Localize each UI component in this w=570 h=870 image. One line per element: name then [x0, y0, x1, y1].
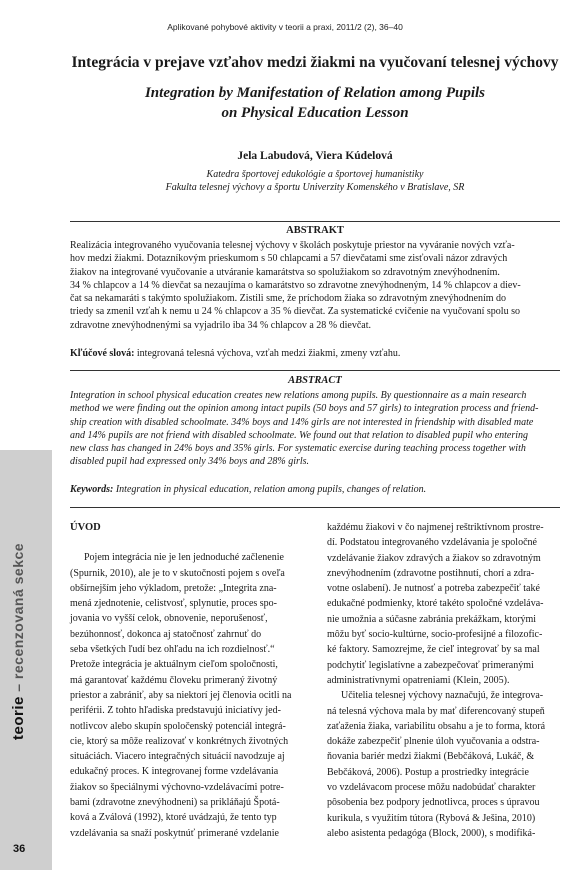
- body-line: notlivcov alebo skupín spoločenský potenciál integrá-: [70, 720, 286, 732]
- title-english-line: Integration by Manifestation of Relation among Pupils: [144, 85, 486, 101]
- abstrakt-line: žiakov na integrované vyučovanie a utváranie kamarátstva so spolužiakom so zdravotným znevýhodnením.: [70, 266, 500, 278]
- affiliation-line: Katedra športovej edukológie a športovej humanistiky: [206, 169, 424, 180]
- body-line: môžu byť socio-kultúrne, socio-profesijné a filozofic-: [327, 629, 543, 641]
- abstrakt-text: [70, 239, 560, 332]
- body-line: Bebčáková, 2006). Postup a prostriedky integrácie: [327, 766, 529, 778]
- body-line: seba všetkých ľudí bez ohľadu na ich rozdielnosť.“: [70, 644, 275, 656]
- title-slovak: Integrácia v prejave vzťahov medzi žiakmi na vyučovaní telesnej výchovy: [71, 54, 559, 71]
- body-line: vzdelávania sa snaží poskytnúť primerané vzdelanie: [70, 827, 279, 839]
- body-line: žiakov so špeciálnymi výchovno-vzdelávacími potre-: [70, 781, 284, 793]
- body-line: administratívnymi opatreniami (Klein, 2005).: [327, 674, 510, 686]
- authors: Jela Labudová, Viera Kúdelová: [237, 150, 393, 162]
- affiliation-line: Fakulta telesnej výchovy a športu Univerzity Komenského v Bratislave, SR: [165, 182, 465, 193]
- body-line: edukačné podmienky, ktoré takéto spoločné vzdeláva-: [327, 598, 544, 610]
- body-line: nie umožnia a súčasne zabránia prekážkam, ktorými: [327, 613, 537, 625]
- title-english: [70, 83, 560, 123]
- title-english-line: on Physical Education Lesson: [221, 105, 409, 121]
- body-line: periférii. Z tohto hľadiska predstavujú iniciatívy jed-: [70, 705, 281, 717]
- body-column-left: [70, 520, 306, 841]
- body-line: priestor a zabrániť, aby sa niektorí jej členovia ocitli na: [70, 689, 292, 701]
- abstrakt-line: triedy sa zmenil vzťah k nemu u 24 % chlapcov a 35 % dievčat. Za systematické cvičenie na vyučovaní spolu so: [70, 306, 520, 318]
- abstract-text: [70, 389, 560, 469]
- body-line: bami (zdravotne znevýhodneni) sa prikláňajú Špotá-: [70, 797, 280, 809]
- body-line: pôsobenia bez podpory jednotlivca, proces s úpravou: [327, 797, 540, 809]
- abstract-line: disabled pupil had expressed only 34% boys and 28% girls.: [70, 456, 310, 468]
- abstrakt-line: zdravotne znevýhodnenými sa vyjadrilo iba 34 % chlapcov a 28 % dievčat.: [70, 319, 372, 331]
- keywords-text: Integration in physical education, relation among pupils, changes of relation.: [115, 484, 427, 495]
- abstrakt-line: čat sa nekamaráti s takýmto spolužiakom. Zistili sme, že príchodom žiaka so zdravotným znevýhodnením do: [70, 293, 506, 305]
- abstrakt-line: Realizácia integrovaného vyučovania telesnej výchovy v školách poskytuje priestor na vyváranie nových vzťa-: [70, 240, 515, 251]
- body-line: mená zjednotenie, celistvosť, splynutie, proces spo-: [70, 598, 277, 610]
- body-line: znevýhodnením (zdravotne postihnutí, chorí a zdra-: [327, 567, 535, 579]
- abstract-line: and 14% pupils are not friend with disabled schoolmate. We found out that relation to disabled pupil who entering: [70, 429, 529, 441]
- keywords-label: Kľúčové slová:: [70, 348, 135, 359]
- body-line: jovania vo vyšší celok, obnovenie, neporušenosť,: [70, 613, 268, 625]
- body-line: dí. Podstatou integrovaného vzdelávania je spoločné: [327, 537, 537, 549]
- body-line: situáciách. Viacero integračných situácií navodzuje aj: [70, 751, 285, 763]
- body-line: zaťaženia žiaka, variabilitu obsahu a je to forma, ktorá: [327, 720, 546, 732]
- body-line: Pretože integrácia je aktuálnym cieľom spoločnosti,: [70, 659, 278, 671]
- body-line: každému žiakovi v čo najmenej reštriktívnom prostre-: [327, 522, 544, 533]
- divider: [70, 507, 560, 508]
- affiliation: [70, 168, 560, 194]
- divider: [70, 370, 560, 371]
- body-column-right: [327, 520, 565, 841]
- body-line: kurikula, s využitím tútora (Rybová & Ješina, 2010): [327, 812, 536, 824]
- page-number: 36: [13, 843, 26, 855]
- body-line: dokáže zabezpečiť plnenie úloh vyučovania a odstra-: [327, 736, 540, 748]
- body-line: má garantovať každému človeku primeraný životný: [70, 674, 278, 686]
- keywords-text: integrovaná telesná výchova, vzťah medzi žiakmi, zmeny vzťahu.: [136, 348, 401, 359]
- body-line: vo vzdelávacom procese môžu nadobúdať charakter: [327, 782, 536, 794]
- abstract-heading: ABSTRACT: [288, 375, 342, 386]
- body-line: (Spurnik, 2010), ale je to v skutočnosti pojem s oveľa: [70, 567, 285, 579]
- abstract-line: method we were finding out the opinion among intact pupils (50 boys and 57 girls) to integration process and friend-: [70, 403, 539, 415]
- abstract-line: new class has changed in 24% boys and 35% girls. For systematic exercise during teaching process together with: [70, 443, 526, 455]
- body-line: ké faktory. Samozrejme, že cieľ integrovať by sa mal: [327, 644, 540, 656]
- sidebar-label-subsection: – recenzovaná sekce: [10, 542, 26, 697]
- sidebar-label: [10, 542, 27, 740]
- body-line: ná telesná výchova mala by mať diferencovaný stupeň: [327, 705, 545, 717]
- body-line: ňovania bariér medzi žiakmi (Bebčáková, Lukáč, &: [327, 751, 535, 763]
- section-sidebar: [0, 450, 52, 870]
- body-line: votne oslabení). Je nutnosť a potreba zabezpečiť také: [327, 583, 540, 595]
- body-line: bezúhonnosť, dokonca aj statočnosť zahrnuť do: [70, 628, 262, 640]
- running-head: Aplikované pohybové aktivity v teorii a praxi, 2011/2 (2), 36–40: [167, 22, 403, 32]
- body-line: edukačný proces. K integrovanej forme vzdelávania: [70, 766, 279, 778]
- abstract-keywords: [70, 483, 560, 496]
- body-line: podchytiť legislatívne a zabezpečovať primeranými: [327, 659, 534, 671]
- section-title: ÚVOD: [70, 522, 101, 533]
- abstrakt-line: 34 % chlapcov a 14 % dievčat sa nezaujíma o kamarátstvo so zdravotne znevýhodneným, 14 % chlapcov a diev-: [70, 279, 521, 291]
- keywords-label: Keywords:: [70, 484, 114, 495]
- abstract-line: Integration in school physical education creates new relations among pupils. By questionnaire as a main research: [70, 390, 527, 401]
- body-line: Pojem integrácia nie je len jednoduché začlenenie: [84, 552, 284, 564]
- body-line: ková a Zválová (1992), ktoré uvádzajú, že tento typ: [70, 812, 277, 824]
- divider: [70, 221, 560, 222]
- sidebar-label-section: teorie: [10, 696, 27, 740]
- body-line: alebo asistenta pedagóga (Block, 2000), s modifiká-: [327, 827, 536, 839]
- abstrakt-keywords: [70, 347, 560, 360]
- body-line: obšírnejším jeho výkladom, pretože: „Integrita zna-: [70, 582, 277, 594]
- body-line: cie, ktorý sa môže realizovať v konkrétnych životných: [70, 735, 289, 747]
- body-line: vzdelávanie žiakov zdravých a žiakov so zdravotným: [327, 552, 541, 564]
- abstract-line: ship creation with disabled schoolmate. 34% boys and 14% girls are not interested in friendship with disabled mate: [70, 416, 534, 428]
- abstrakt-line: hov medzi žiakmi. Dotazníkovým prieskumom s 50 chlapcami a 57 dievčatami sme zisťovali názor zdravých: [70, 253, 508, 265]
- abstrakt-heading: ABSTRAKT: [286, 225, 344, 236]
- body-line: Učitelia telesnej výchovy naznačujú, že integrova-: [341, 690, 544, 702]
